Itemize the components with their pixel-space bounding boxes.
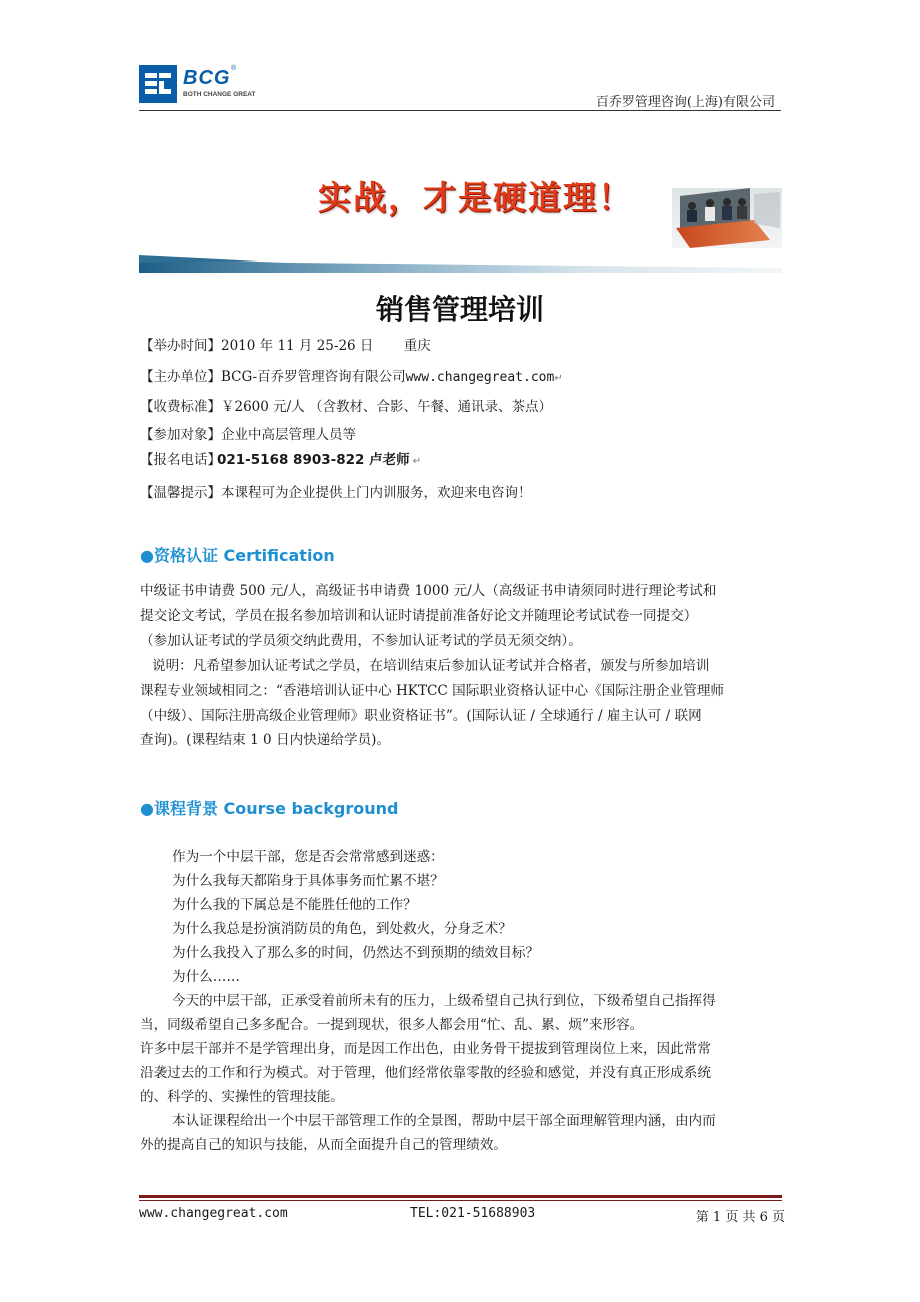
registered-mark: ® bbox=[231, 65, 237, 72]
info-tip bbox=[140, 481, 532, 501]
background-heading: ●课程背景 Course background bbox=[140, 799, 399, 818]
time-value: 2010 年 11 月 25-26 日 bbox=[221, 338, 374, 354]
info-fee bbox=[140, 395, 552, 415]
fee-label: 【收费标准】 bbox=[140, 399, 221, 415]
info-target bbox=[140, 423, 356, 443]
question-line: 为什么我的下属总是不能胜任他的工作？ bbox=[172, 897, 417, 913]
cert-line: 说明：凡希望参加认证考试之学员，在培训结束后参加认证考试并合格者，颁发与所参加培训 bbox=[152, 658, 710, 674]
logo-mark-icon bbox=[139, 65, 177, 103]
cert-line: （中级）、国际注册高级企业管理师》职业资格证书”。(国际认证 / 全球通行 / 雇主认可 / 联网 bbox=[140, 708, 702, 724]
info-phone bbox=[140, 448, 421, 468]
question-line: 作为一个中层干部，您是否会常常感到迷惑： bbox=[172, 849, 444, 865]
page-title: 销售管理培训 bbox=[375, 293, 544, 326]
cert-line: 提交论文考试，学员在报名参加培训和认证时请提前准备好论文并随理论考试试卷一同提交） bbox=[140, 608, 698, 624]
question-line: 为什么我投入了那么多的时间，仍然达不到预期的绩效目标？ bbox=[172, 945, 540, 961]
cert-line: 查询)。(课程结束 1 0 日内快递给学员)。 bbox=[140, 732, 391, 748]
target-label: 【参加对象】 bbox=[140, 427, 221, 443]
certification-heading: ●资格认证 Certification bbox=[140, 546, 335, 565]
footer-rule bbox=[139, 1195, 782, 1198]
tip-value: 本课程可为企业提供上门内训服务，欢迎来电咨询！ bbox=[221, 485, 532, 501]
logo-text: BCG bbox=[183, 67, 231, 89]
banner-swoosh bbox=[139, 255, 782, 273]
banner-slogan: 实战，才是硬道理！ bbox=[318, 178, 633, 217]
question-line: 为什么我每天都陷身于具体事务而忙累不堪？ bbox=[172, 873, 444, 889]
phone-value: 021-5168 8903-822 卢老师 bbox=[217, 452, 410, 468]
paragraph-line: 沿袭过去的工作和行为模式。对于管理，他们经常依靠零散的经验和感觉，并没有真正形成系统 bbox=[140, 1065, 711, 1081]
time-city: 重庆 bbox=[403, 338, 431, 354]
info-organizer bbox=[140, 365, 563, 385]
paragraph-line: 当，同级希望自己多多配合。一提到现状，很多人都会用“忙、乱、累、烦”来形容。 bbox=[140, 1017, 644, 1033]
cert-line: 课程专业领域相同之：“香港培训认证中心 HKTCC 国际职业资格认证中心《国际注册企业管理师 bbox=[140, 683, 725, 699]
tip-label: 【温馨提示】 bbox=[140, 485, 221, 501]
bcg-logo bbox=[139, 65, 274, 105]
fee-value: ￥2600 元/人 （含教材、合影、午餐、通讯录、茶点） bbox=[221, 399, 552, 415]
meeting-photo bbox=[672, 188, 782, 248]
paragraph-line: 许多中层干部并不是学管理出身，而是因工作出色，由业务骨干提拔到管理岗位上来，因此常常 bbox=[140, 1041, 711, 1057]
logo-tagline: BOTH CHANGE GREAT bbox=[183, 91, 256, 98]
org-value: BCG-百乔罗管理咨询有限公司 bbox=[221, 369, 406, 385]
footer-tel: TEL:021-51688903 bbox=[410, 1206, 536, 1221]
question-line: 为什么我总是扮演消防员的角色，到处救火，分身乏术？ bbox=[172, 921, 512, 937]
paragraph-mark-icon: ↵ bbox=[409, 456, 422, 467]
return-mark-icon: ↵ bbox=[554, 373, 563, 384]
paragraph-line: 本认证课程给出一个中层干部管理工作的全景图，帮助中层干部全面理解管理内涵，由内而 bbox=[172, 1113, 716, 1129]
time-label: 【举办时间】 bbox=[140, 338, 221, 354]
cert-line: 中级证书申请费 500 元/人，高级证书申请费 1000 元/人（高级证书申请须同时进行理论考试和 bbox=[140, 583, 717, 599]
org-website-link[interactable]: www.changegreat.com bbox=[405, 370, 555, 385]
footer-rule-thin bbox=[139, 1200, 782, 1201]
paragraph-line: 外的提高自己的知识与技能，从而全面提升自己的管理绩效。 bbox=[140, 1137, 508, 1153]
paragraph-line: 今天的中层干部，正承受着前所未有的压力，上级希望自己执行到位，下级希望自己指挥得 bbox=[172, 993, 716, 1009]
cert-line: （参加认证考试的学员须交纳此费用，不参加认证考试的学员无须交纳）。 bbox=[140, 633, 582, 649]
question-line: 为什么…… bbox=[172, 969, 240, 985]
phone-label: 【报名电话】 bbox=[140, 452, 221, 468]
footer-page-number: 第 1 页 共 6 页 bbox=[695, 1210, 785, 1225]
paragraph-line: 的、科学的、实操性的管理技能。 bbox=[140, 1089, 344, 1105]
target-value: 企业中高层管理人员等 bbox=[221, 427, 356, 443]
footer-website-link[interactable]: www.changegreat.com bbox=[139, 1206, 288, 1221]
info-time bbox=[140, 334, 431, 354]
org-label: 【主办单位】 bbox=[140, 369, 221, 385]
header-rule bbox=[139, 110, 781, 111]
company-name: 百乔罗管理咨询(上海)有限公司 bbox=[595, 95, 775, 110]
